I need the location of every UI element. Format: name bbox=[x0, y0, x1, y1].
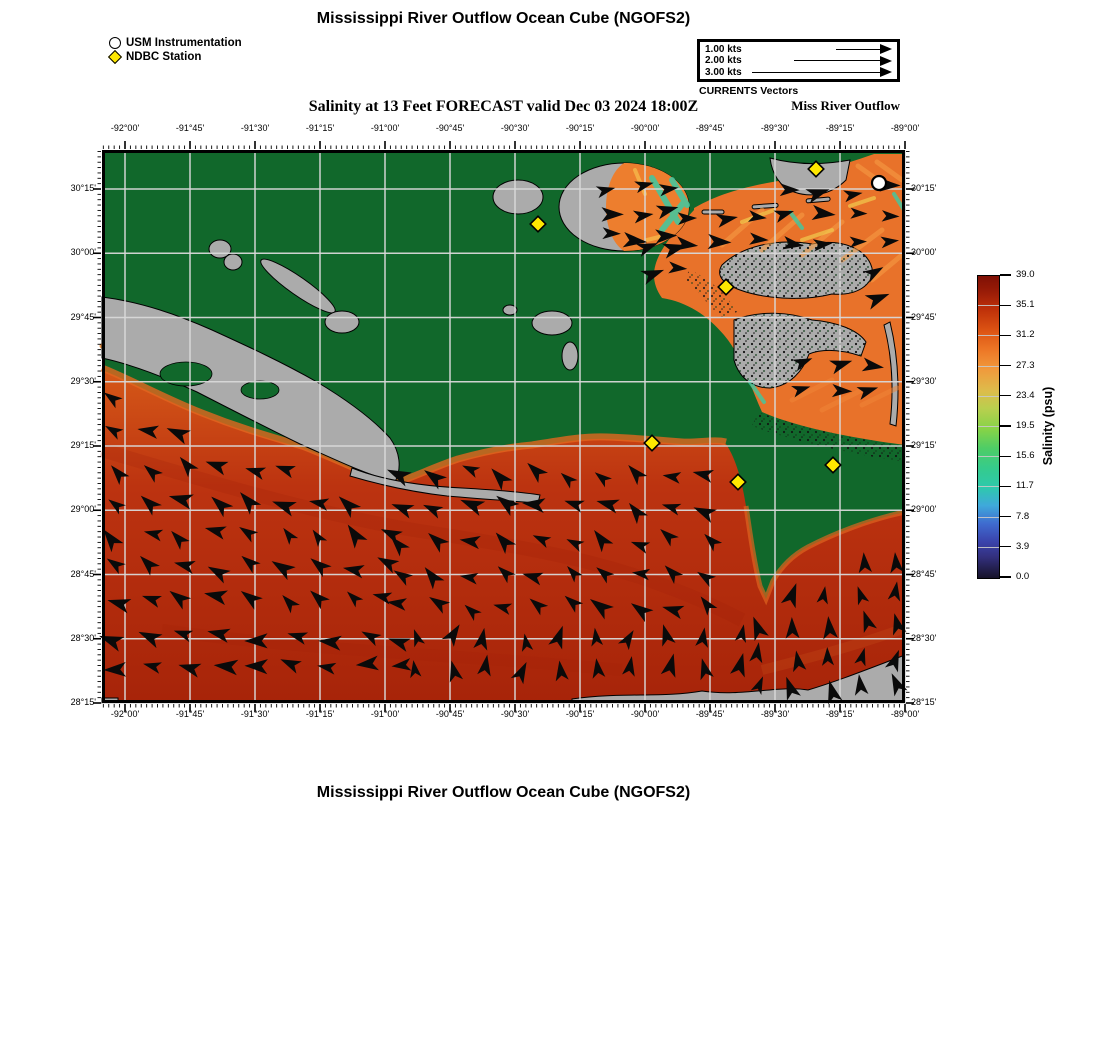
colorbar-tick bbox=[1000, 305, 1011, 306]
lon-tick-label: -90°00' bbox=[630, 123, 660, 133]
usm-instrumentation-marker bbox=[872, 176, 886, 190]
footer-title: Mississippi River Outflow Ocean Cube (NGOFS2) bbox=[316, 784, 691, 801]
lat-tick-label: 30°15' bbox=[70, 183, 96, 193]
lat-tick-label: 30°00' bbox=[911, 247, 937, 258]
lon-tick-label: -89°45' bbox=[695, 709, 725, 719]
lon-tick-label: -89°15' bbox=[825, 123, 855, 133]
vector-scale-arrow bbox=[753, 67, 892, 77]
colorbar-inner-line bbox=[978, 426, 999, 427]
colorbar-tick bbox=[1000, 395, 1011, 396]
vector-scale-arrow bbox=[753, 44, 892, 54]
legend-label: USM Instrumentation bbox=[126, 37, 242, 49]
colorbar-tick-label: 7.8 bbox=[1016, 510, 1030, 522]
lake-maurepas bbox=[493, 180, 543, 214]
usm-circle-icon bbox=[109, 37, 121, 49]
marker-legend bbox=[109, 36, 242, 64]
lat-tick-label: 28°45' bbox=[911, 568, 937, 579]
lat-tick-label: 29°15' bbox=[70, 440, 96, 450]
lon-tick-label: -90°30' bbox=[500, 709, 530, 719]
colorbar-inner-line bbox=[978, 396, 999, 397]
lon-tick-label: -89°00' bbox=[890, 123, 920, 133]
arrow-shaft bbox=[794, 60, 882, 61]
arrow-shaft bbox=[836, 49, 882, 50]
current-vector-scale-box bbox=[697, 39, 900, 82]
lon-tick-label: -91°00' bbox=[370, 123, 400, 133]
lat-tick-label: 28°30' bbox=[911, 632, 937, 643]
vector-scale-label: 2.00 kts bbox=[705, 55, 742, 66]
lat-tick-label: 29°00' bbox=[70, 504, 96, 515]
forecast-subtitle: Salinity at 13 Feet FORECAST valid Dec 03 2024 18:00Z bbox=[308, 98, 699, 115]
colorbar-tick-label: 19.5 bbox=[1016, 420, 1035, 431]
lat-tick-label: 30°15' bbox=[911, 183, 937, 193]
map-plot bbox=[102, 150, 905, 703]
lat-axis-right bbox=[911, 150, 971, 707]
colorbar-tick bbox=[1000, 516, 1011, 517]
lon-tick-label: -90°15' bbox=[565, 709, 595, 719]
lon-tick-label: -90°00' bbox=[630, 709, 660, 719]
lon-tick-label: -90°45' bbox=[435, 709, 465, 719]
lat-tick-label: 29°30' bbox=[70, 375, 96, 386]
lon-axis-bottom bbox=[102, 709, 920, 722]
lon-axis-top bbox=[102, 123, 920, 136]
colorbar-inner-line bbox=[978, 547, 999, 548]
colorbar-tick bbox=[1000, 425, 1011, 426]
colorbar-tick-label: 3.9 bbox=[1016, 540, 1030, 552]
colorbar-inner-line bbox=[978, 456, 999, 457]
lon-tick-label: -90°45' bbox=[435, 123, 465, 133]
legend-row bbox=[109, 36, 242, 50]
lon-tick-label: -91°30' bbox=[240, 123, 270, 133]
vector-scale-row bbox=[705, 44, 892, 54]
arrow-head-icon bbox=[880, 56, 892, 66]
map-svg bbox=[102, 150, 905, 703]
lat-tick-label: 29°00' bbox=[911, 504, 937, 515]
marsh-green-patch bbox=[241, 381, 279, 399]
colorbar-tick bbox=[1000, 335, 1011, 336]
vector-scale-label: 3.00 kts bbox=[705, 66, 742, 78]
colorbar-tick bbox=[1000, 576, 1011, 577]
colorbar-tick-label: 27.3 bbox=[1016, 359, 1035, 371]
lon-tick-label: -91°15' bbox=[305, 709, 335, 719]
page-title: Mississippi River Outflow Ocean Cube (NGOFS2) bbox=[316, 10, 691, 27]
vector-scale-label: 1.00 kts bbox=[705, 43, 742, 55]
colorbar-inner-line bbox=[978, 486, 999, 487]
colorbar-inner-line bbox=[978, 517, 999, 518]
lat-tick-label: 29°45' bbox=[911, 311, 937, 322]
vector-scale-row bbox=[705, 67, 892, 77]
colorbar-inner-line bbox=[978, 366, 999, 367]
colorbar-title: Salinity (psu) bbox=[1041, 386, 1055, 466]
lon-tick-label: -92°00' bbox=[110, 123, 140, 133]
colorbar-tick bbox=[1000, 274, 1011, 275]
colorbar-tick bbox=[1000, 486, 1011, 487]
legend-row bbox=[109, 50, 242, 64]
lon-tick-label: -92°00' bbox=[110, 709, 140, 719]
lon-tick-label: -91°45' bbox=[175, 123, 205, 133]
colorbar bbox=[977, 275, 1000, 579]
lat-tick-label: 28°15' bbox=[911, 697, 937, 707]
colorbar-inner-line bbox=[978, 305, 999, 306]
lon-tick-label: -89°45' bbox=[695, 123, 725, 133]
lat-tick-label: 29°30' bbox=[911, 375, 937, 386]
lon-tick-label: -89°30' bbox=[760, 709, 790, 719]
colorbar-tick bbox=[1000, 546, 1011, 547]
lon-tick-label: -91°45' bbox=[175, 709, 205, 719]
vector-caption: CURRENTS Vectors bbox=[699, 85, 799, 97]
vector-scale-arrow bbox=[753, 56, 892, 66]
legend-label: NDBC Station bbox=[126, 51, 202, 63]
lon-tick-label: -91°30' bbox=[240, 709, 270, 719]
lat-tick-label: 28°45' bbox=[70, 568, 96, 579]
ndbc-diamond-icon bbox=[108, 50, 122, 64]
lon-tick-label: -91°15' bbox=[305, 123, 335, 133]
lat-tick-label: 30°00' bbox=[70, 247, 96, 258]
colorbar-tick-label: 15.6 bbox=[1016, 450, 1035, 462]
lake-salvador bbox=[532, 311, 572, 335]
lat-tick-label: 28°30' bbox=[70, 632, 96, 643]
colorbar-tick-label: 23.4 bbox=[1016, 389, 1035, 401]
colorbar-tick-label: 39.0 bbox=[1016, 269, 1035, 280]
lon-tick-label: -91°00' bbox=[370, 709, 400, 719]
arrow-shaft bbox=[752, 72, 882, 73]
lon-tick-label: -89°30' bbox=[760, 123, 790, 133]
vector-scale-row bbox=[705, 56, 892, 66]
colorbar-tick-label: 11.7 bbox=[1016, 480, 1034, 492]
lon-tick-label: -89°15' bbox=[825, 709, 855, 719]
lat-tick-label: 29°15' bbox=[911, 440, 937, 450]
lat-tick-label: 29°45' bbox=[70, 311, 96, 322]
colorbar-tick bbox=[1000, 365, 1011, 366]
arrow-head-icon bbox=[880, 67, 892, 77]
lon-tick-label: -89°00' bbox=[890, 709, 920, 719]
region-annotation: Miss River Outflow bbox=[791, 98, 900, 113]
lon-tick-label: -90°30' bbox=[500, 123, 530, 133]
colorbar-tick-label: 35.1 bbox=[1016, 299, 1035, 311]
lat-axis-left bbox=[40, 150, 96, 707]
lon-tick-label: -90°15' bbox=[565, 123, 595, 133]
colorbar-inner-line bbox=[978, 335, 999, 336]
colorbar-tick-label: 31.2 bbox=[1016, 329, 1035, 341]
lat-tick-label: 28°15' bbox=[70, 697, 96, 707]
colorbar-tick bbox=[1000, 456, 1011, 457]
arrow-head-icon bbox=[880, 44, 892, 54]
colorbar-tick-label: 0.0 bbox=[1016, 571, 1030, 582]
